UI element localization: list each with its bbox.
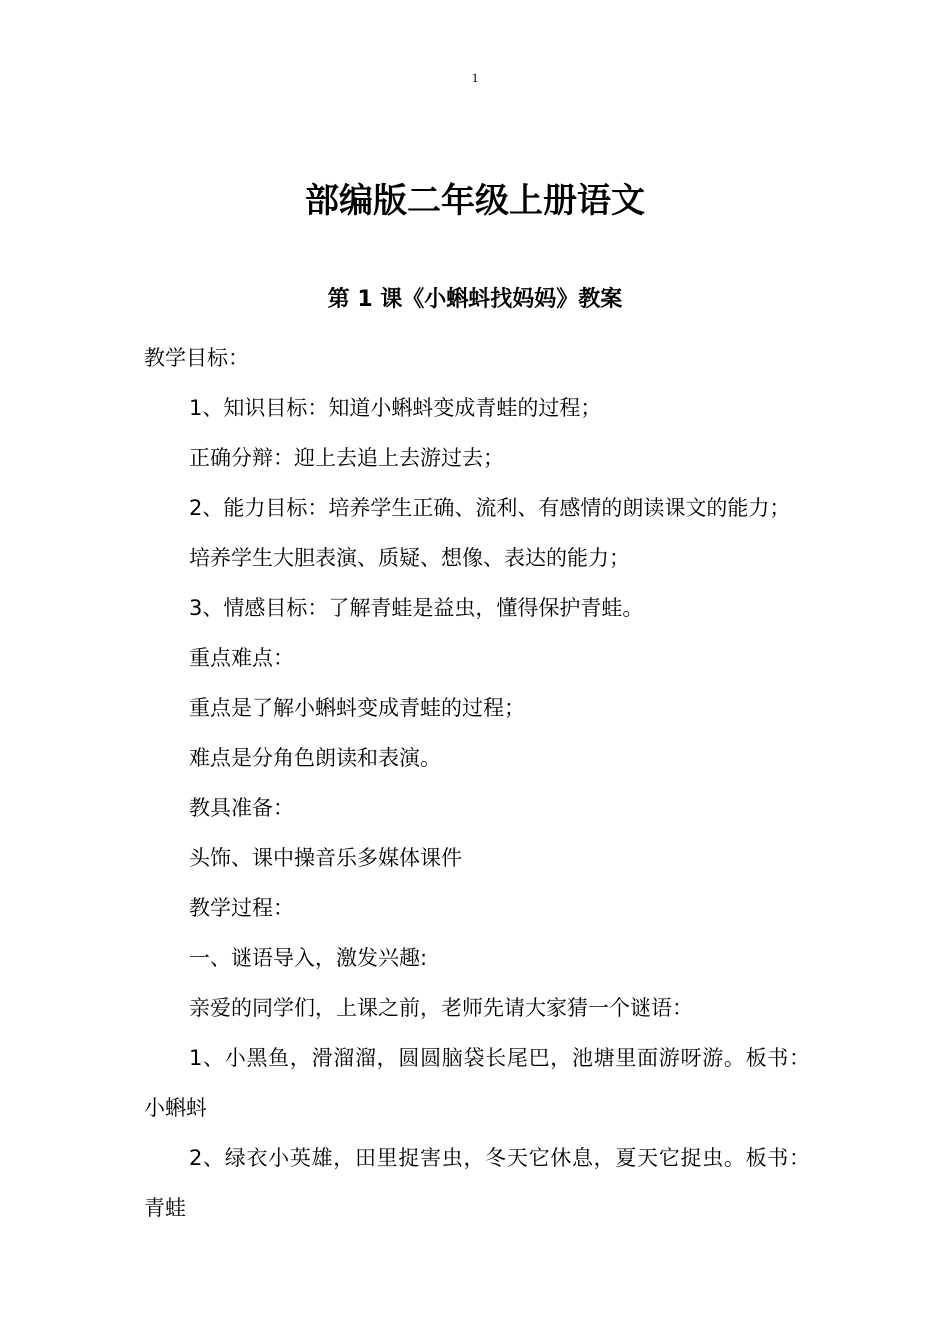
section-heading-key-points: 重点难点： bbox=[189, 646, 294, 670]
process-step-riddle-intro: 一、谜语导入，激发兴趣: bbox=[189, 946, 428, 970]
page-number: 1 bbox=[471, 70, 479, 85]
key-point: 重点是了解小蝌蚪变成青蛙的过程； bbox=[189, 696, 525, 720]
difficult-point: 难点是分角色朗读和表演。 bbox=[189, 746, 441, 770]
section-heading-materials: 教具准备： bbox=[189, 796, 294, 820]
riddle-frog: 2、绿衣小英雄，田里捉害虫，冬天它休息，夏天它捉虫。板书：青蛙 bbox=[144, 1146, 810, 1220]
document-title: 部编版二年级上册语文 bbox=[305, 181, 645, 221]
document-body bbox=[144, 333, 810, 1233]
knowledge-goal: 1、知识目标：知道小蝌蚪变成青蛙的过程； bbox=[189, 396, 602, 420]
distinguish-phrases: 正确分辩：迎上去追上去游过去； bbox=[189, 446, 504, 470]
riddle-tadpole: 1、小黑鱼，滑溜溜，圆圆脑袋长尾巴，池塘里面游呀游。板书：小蝌蚪 bbox=[144, 1046, 810, 1120]
ability-goal-continued: 培养学生大胆表演、质疑、想像、表达的能力； bbox=[189, 546, 630, 570]
ability-goal: 2、能力目标：培养学生正确、流利、有感情的朗读课文的能力； bbox=[189, 496, 791, 520]
materials-list: 头饰、课中操音乐多媒体课件 bbox=[189, 846, 462, 870]
emotional-goal: 3、情感目标：了解青蛙是益虫，懂得保护青蛙。 bbox=[189, 596, 644, 620]
lesson-title: 第 1 课《小蝌蚪找妈妈》教案 bbox=[327, 287, 623, 312]
section-heading-teaching-goals: 教学目标： bbox=[144, 346, 249, 370]
section-heading-process: 教学过程： bbox=[189, 896, 294, 920]
riddle-prompt: 亲爱的同学们，上课之前，老师先请大家猜一个谜语： bbox=[189, 996, 693, 1020]
